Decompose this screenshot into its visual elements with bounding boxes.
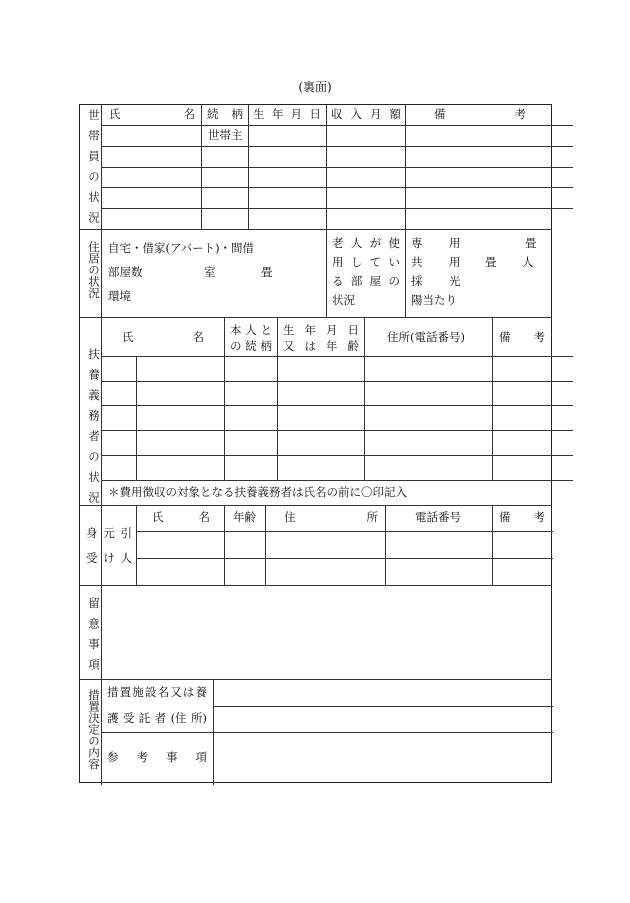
household-header-income-part-1: 収 <box>331 107 343 121</box>
supporters-header-relation-2-part-1: の <box>230 339 242 353</box>
household-header-income <box>331 109 401 121</box>
supporters-header-remarks <box>499 332 545 344</box>
household-header-birth-part-4: 日 <box>309 107 321 121</box>
residence-room-count-label: 部屋数 <box>108 265 143 279</box>
supporters-note: ＊費用徴収の対象となる扶養義務者は氏名の前に〇印記入 <box>108 485 407 499</box>
elderly-room-label-1-part-2: 人 <box>350 236 363 250</box>
supporters-section-label: 扶養義務者の状況 <box>87 348 101 512</box>
guarantor-header-name <box>152 512 210 524</box>
notes-section-label: 留意事項 <box>87 597 101 679</box>
guarantor-label-1 <box>86 528 132 540</box>
supporters-header-birth-1 <box>283 325 359 337</box>
guarantor-label-2-part-1: 受 <box>86 551 98 565</box>
elderly-room-label-1-part-4: 使 <box>388 236 400 250</box>
measures-facility-label-1-part-1: 措 <box>107 685 119 699</box>
room-detail-shared-1: 共 <box>411 255 423 269</box>
household-header-remarks <box>434 109 526 121</box>
supporters-header-relation-1 <box>230 325 272 337</box>
guarantor-header-name-part-2: 名 <box>198 510 210 524</box>
guarantor-header-address-part-2: 所 <box>366 510 378 524</box>
guarantor-header-name-part-1: 氏 <box>152 510 164 524</box>
supporters-header-birth-1-part-4: 日 <box>347 323 359 337</box>
supporters-header-name-part-1: 氏 <box>122 330 134 344</box>
supporters-header-remarks-part-2: 考 <box>533 330 545 344</box>
room-detail-shared-3: 畳 <box>485 255 497 269</box>
measures-facility-label-1-part-6: 又 <box>170 685 182 699</box>
elderly-room-label-1 <box>332 238 400 250</box>
household-header-income-part-3: 月 <box>370 107 382 121</box>
supporters-header-relation-2 <box>230 341 272 353</box>
measures-facility-label-1-part-5: 名 <box>157 685 170 699</box>
residence-type: 自宅・借家(アパート)・間借 <box>108 241 255 255</box>
measures-reference-label-part-1: 参 <box>107 750 119 764</box>
guarantor-label-2 <box>86 553 132 565</box>
supporters-header-name <box>122 332 204 344</box>
elderly-room-label-2-part-1: 用 <box>332 255 344 269</box>
supporters-header-birth-2 <box>283 341 359 353</box>
household-header-name-part-1: 氏 <box>109 107 121 121</box>
measures-reference-label-part-3: 事 <box>166 750 178 764</box>
household-header-relation-part-2: 柄 <box>231 107 243 121</box>
supporters-header-relation-2-part-2: 続 <box>245 339 257 353</box>
household-header-relation <box>207 109 243 121</box>
room-detail-light-2: 光 <box>449 274 461 288</box>
elderly-room-label-1-part-1: 老 <box>332 236 344 250</box>
guarantor-label-2-part-3: 人 <box>120 551 132 565</box>
supporters-header-birth-2-part-1: 又 <box>283 339 295 353</box>
measures-reference-label-part-4: 項 <box>195 750 207 764</box>
supporters-header-relation-2-part-3: 柄 <box>260 339 272 353</box>
household-header-birth <box>253 109 321 121</box>
measures-facility-label-2-part-5: (住 <box>170 711 187 725</box>
elderly-room-label-2-part-4: い <box>388 255 400 269</box>
elderly-room-label-3-part-1: る <box>332 274 344 288</box>
measures-facility-label-1-part-8: 養 <box>195 685 207 699</box>
household-header-income-part-2: 入 <box>350 107 362 121</box>
guarantor-header-age: 年齢 <box>233 510 256 524</box>
residence-mat-unit: 畳 <box>261 265 273 279</box>
household-head-relation: 世帯主 <box>208 128 243 142</box>
measures-facility-label-2-part-1: 護 <box>107 711 119 725</box>
guarantor-header-address-part-1: 住 <box>284 510 296 524</box>
measures-facility-label-2-part-3: 託 <box>138 711 151 725</box>
measures-reference-label <box>107 752 207 764</box>
supporters-header-name-part-2: 名 <box>192 330 204 344</box>
room-detail-private-2: 用 <box>449 236 461 250</box>
room-detail-sunlight: 陽当たり <box>411 293 457 307</box>
guarantor-header-address <box>284 512 378 524</box>
measures-facility-label-1-part-2: 置 <box>119 685 132 699</box>
elderly-room-label-3 <box>332 276 400 288</box>
supporters-header-relation-1-part-3: と <box>260 323 272 337</box>
measures-facility-label-1 <box>107 687 207 699</box>
household-header-name-part-2: 名 <box>183 107 195 121</box>
measures-reference-label-part-2: 考 <box>136 750 148 764</box>
household-header-remarks-part-2: 考 <box>514 107 526 121</box>
room-detail-private-1: 専 <box>411 236 423 250</box>
measures-facility-label-2 <box>107 713 207 725</box>
supporters-header-birth-2-part-2: は <box>304 339 316 353</box>
elderly-room-label-2-part-3: て <box>369 255 382 269</box>
guarantor-label-2-part-2: け <box>103 551 115 565</box>
elderly-room-label-1-part-3: が <box>369 236 382 250</box>
elderly-room-label-3-part-2: 部 <box>350 274 363 288</box>
room-detail-light-1: 採 <box>411 274 423 288</box>
household-header-name <box>109 109 195 121</box>
residence-environment-label: 環境 <box>108 289 131 303</box>
page-title: (裏面) <box>298 80 332 94</box>
guarantor-label-1-part-2: 元 <box>103 526 115 540</box>
measures-facility-label-2-part-2: 受 <box>122 711 135 725</box>
supporters-header-relation-1-part-1: 本 <box>230 323 242 337</box>
supporters-header-relation-1-part-2: 人 <box>245 323 257 337</box>
elderly-room-label-4-part-1: 状況 <box>332 293 355 307</box>
elderly-room-label-2 <box>332 257 400 269</box>
supporters-header-remarks-part-1: 備 <box>499 330 511 344</box>
guarantor-header-remarks-part-2: 考 <box>533 510 545 524</box>
household-section-label: 世帯員の状況 <box>87 109 101 232</box>
household-header-birth-part-2: 年 <box>271 107 284 121</box>
elderly-room-label-2-part-2: し <box>350 255 363 269</box>
residence-section-label: 住居の状況 <box>87 241 101 299</box>
household-header-birth-part-3: 月 <box>290 107 303 121</box>
household-header-birth-part-1: 生 <box>253 107 265 121</box>
supporters-header-address-phone: 住所(電話番号) <box>387 330 465 344</box>
guarantor-label-1-part-1: 身 <box>86 526 98 540</box>
elderly-room-label-4 <box>332 295 355 307</box>
supporters-header-birth-2-part-3: 年 <box>326 339 338 353</box>
guarantor-header-phone: 電話番号 <box>415 510 461 524</box>
measures-facility-label-1-part-4: 設 <box>144 685 157 699</box>
residence-room-unit: 室 <box>204 265 216 279</box>
room-detail-private-3: 畳 <box>525 236 537 250</box>
measures-facility-label-2-part-6: 所) <box>190 711 207 725</box>
elderly-room-label-3-part-3: 屋 <box>369 274 382 288</box>
supporters-header-birth-1-part-1: 生 <box>283 323 295 337</box>
room-detail-shared-2: 用 <box>449 255 461 269</box>
measures-facility-label-1-part-3: 施 <box>132 685 144 699</box>
household-header-relation-part-1: 続 <box>207 107 219 121</box>
guarantor-label-1-part-3: 引 <box>120 526 132 540</box>
supporters-header-birth-2-part-4: 齢 <box>347 339 359 353</box>
application-form-back <box>79 104 552 783</box>
supporters-header-birth-1-part-2: 年 <box>304 323 316 337</box>
measures-facility-label-2-part-4: 者 <box>154 711 167 725</box>
elderly-room-label-3-part-4: の <box>388 274 400 288</box>
guarantor-header-remarks-part-1: 備 <box>499 510 511 524</box>
room-detail-shared-4: 人 <box>522 255 534 269</box>
household-header-remarks-part-1: 備 <box>434 107 446 121</box>
measures-facility-label-1-part-7: は <box>182 685 195 699</box>
supporters-header-birth-1-part-3: 月 <box>326 323 338 337</box>
measures-section-label: 措置決定の内容 <box>87 689 101 770</box>
guarantor-header-remarks <box>499 512 545 524</box>
household-header-income-part-4: 額 <box>389 107 401 121</box>
